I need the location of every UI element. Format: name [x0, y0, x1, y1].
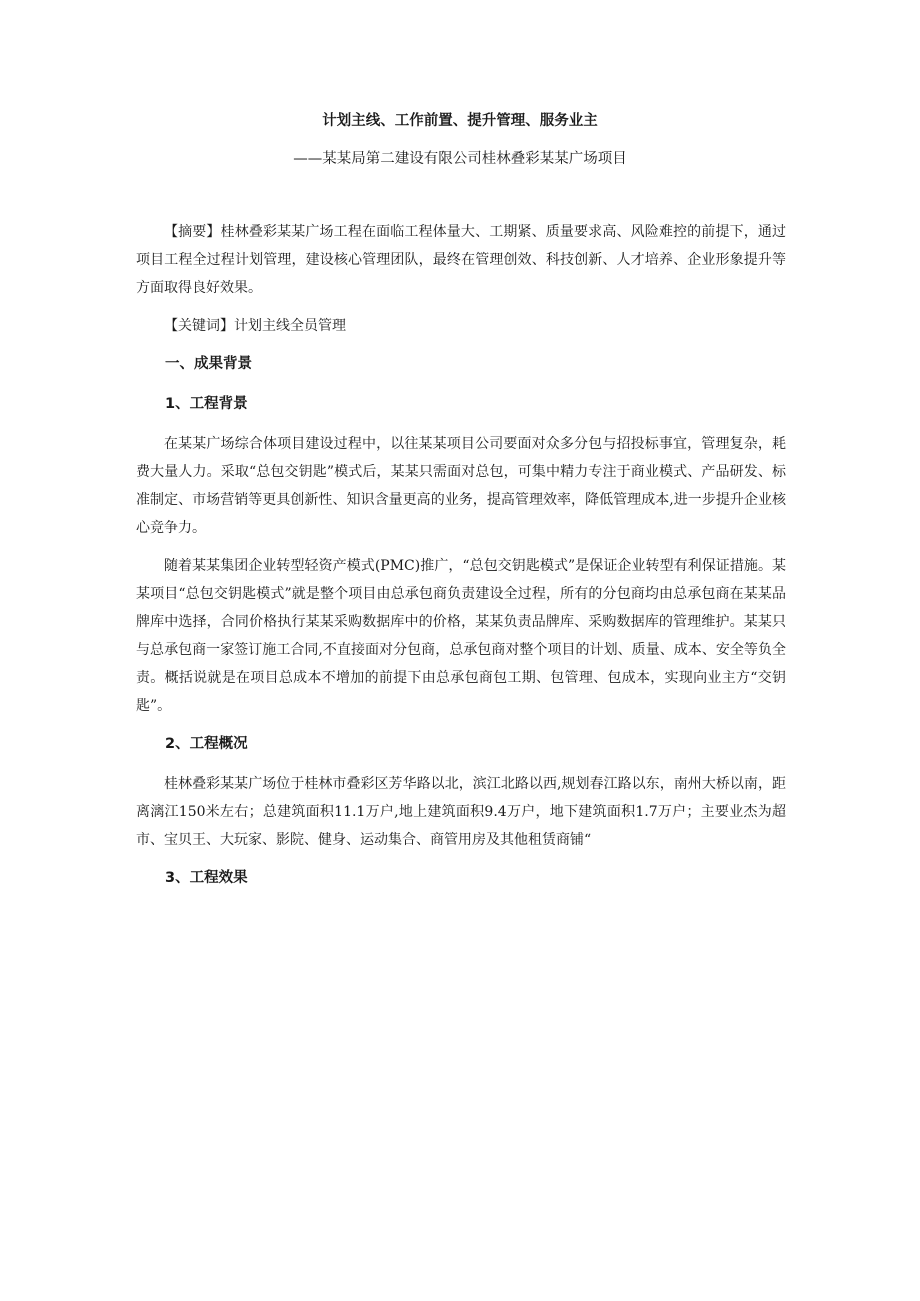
document-body [136, 218, 786, 904]
keywords-line: 【关键词】计划主线全员管理 [164, 318, 346, 334]
subsection-heading-project-background: 1、工程背景 [165, 396, 248, 412]
subsection-heading-project-overview: 2、工程概况 [165, 736, 248, 752]
project-background-paragraph-2: 随着某某集团企业转型轻资产模式(PMC)推广，“总包交钥匙模式”是保证企业转型有利保证措施。某某项目“总包交钥匙模式”就是整个项目由总承包商负责建设全过程，所有的分包商均由总承包商在某某品牌库中选择，合同价格执行某某采购数据库中的价格，某某负责品牌库、采购数据库的管理维护。某某只与总承包商一家签订施工合同,不直接面对分包商，总承包商对整个项目的计划、质量、成本、安全等负全责。概括说就是在项目总成本不增加的前提下由总承包商包工期、包管理、包成本，实现向业主方“交钥匙”。 [136, 558, 786, 714]
project-overview-paragraph: 桂林叠彩某某广场位于桂林市叠彩区芳华路以北，滨江北路以西,规划春江路以东，南州大桥以南，距离漓江150米左右；总建筑面积11.1万户,地上建筑面积9.4万户，地下建筑面积1.7万户；主要业杰为超市、宝贝王、大玩家、影院、健身、运动集合、商管用房及其他租赁商铺“ [136, 776, 786, 848]
document-title: 计划主线、工作前置、提升管理、服务业主 [322, 113, 598, 129]
document-subtitle: ——某某局第二建设有限公司桂林叠彩某某广场项目 [293, 151, 627, 167]
section-heading-background: 一、成果背景 [165, 356, 252, 372]
project-background-paragraph-1: 在某某广场综合体项目建设过程中，以往某某项目公司要面对众多分包与招投标事宜，管理复杂，耗费大量人力。采取“总包交钥匙”模式后，某某只需面对总包，可集中精力专注于商业模式、产品研发、标准制定、市场营销等更具创新性、知识含量更高的业务，提高管理效率，降低管理成本,进一步提升企业核心竞争力。 [136, 436, 786, 536]
abstract-paragraph: 【摘要】桂林叠彩某某广场工程在面临工程体量大、工期紧、质量要求高、风险难控的前提下，通过项目工程全过程计划管理，建设核心管理团队，最终在管理创效、科技创新、人才培养、企业形象提升等方面取得良好效果。 [136, 224, 786, 296]
subsection-heading-project-results: 3、工程效果 [165, 870, 248, 886]
